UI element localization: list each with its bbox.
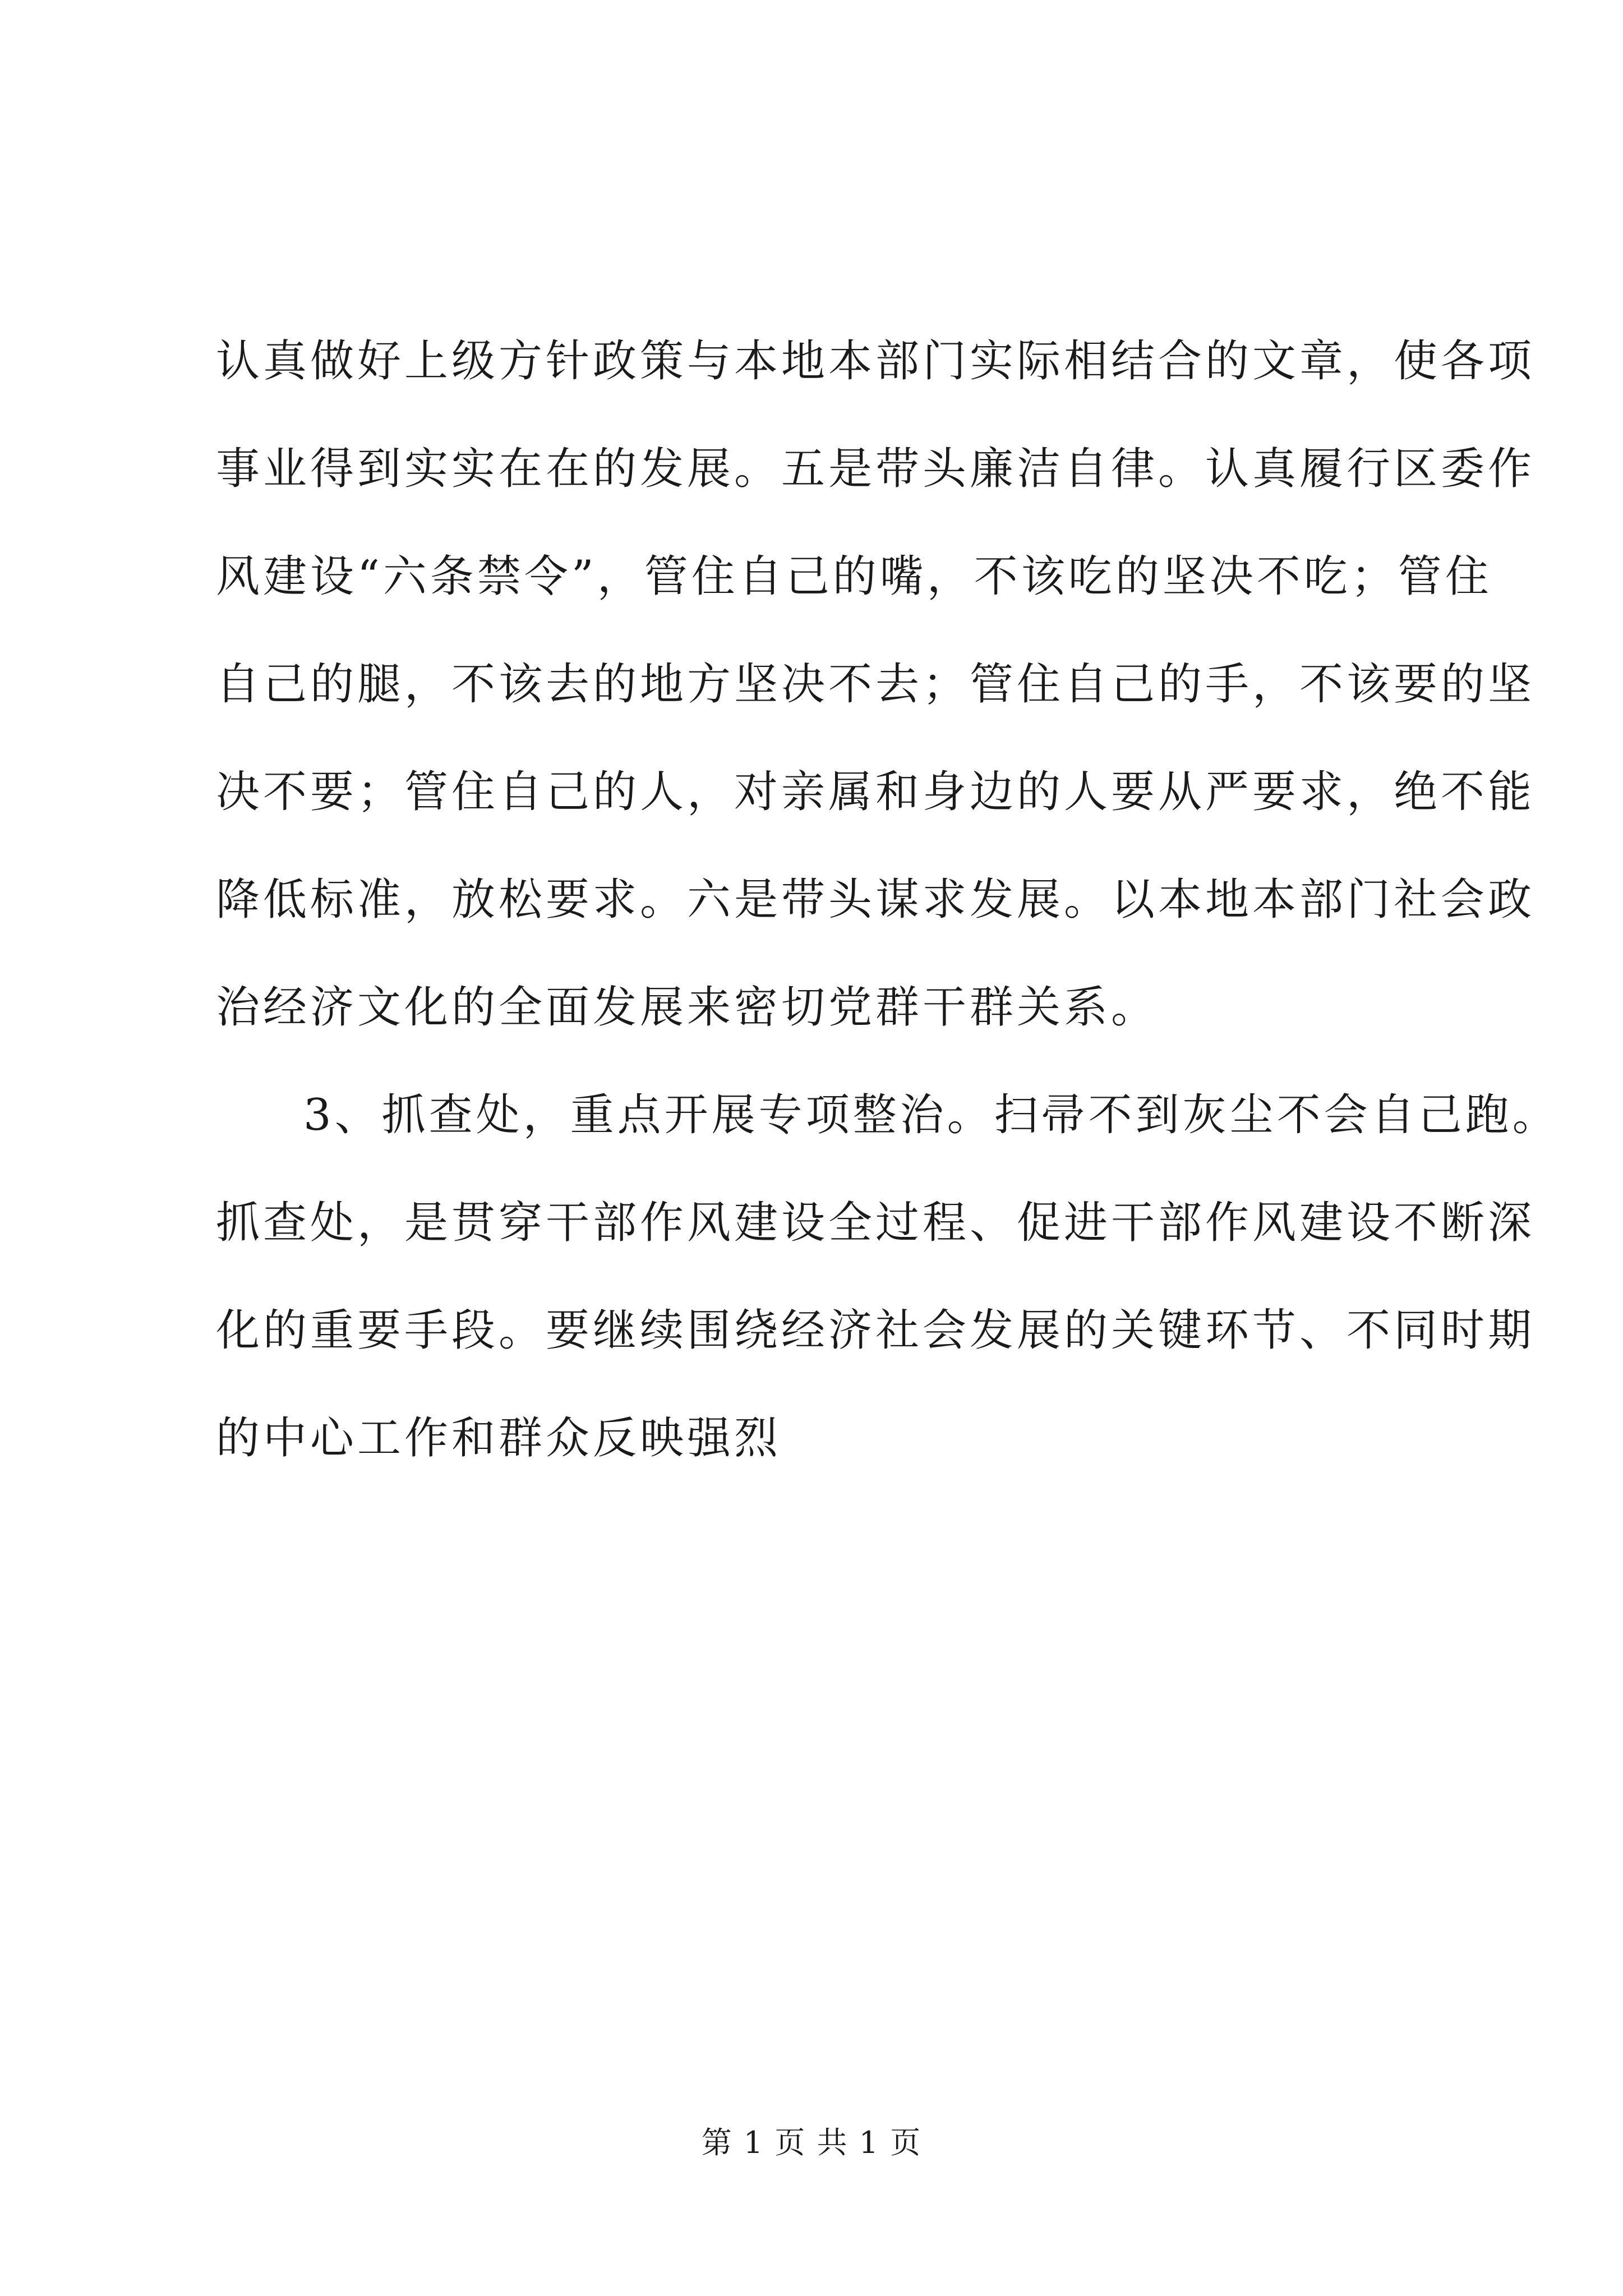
text-line: 化的重要手段。要继续围绕经济社会发展的关键环节、不同时期 <box>216 1305 1536 1356</box>
text-line: 事业得到实实在在的发展。五是带头廉洁自律。认真履行区委作 <box>216 444 1536 494</box>
page-number-footer: 第 1 页 共 1 页 <box>701 2125 922 2160</box>
text-line: 风建设“六条禁令”，管住自己的嘴，不该吃的坚决不吃；管住 <box>216 551 1492 602</box>
paragraph-start-line: 3、抓查处，重点开展专项整治。扫帚不到灰尘不会自己跑。 <box>303 1090 1560 1140</box>
text-line: 自己的腿，不该去的地方坚决不去；管住自己的手，不该要的坚 <box>216 659 1536 710</box>
text-line: 治经济文化的全面发展来密切党群干群关系。 <box>216 982 1159 1033</box>
text-line: 的中心工作和群众反映强烈 <box>216 1413 782 1464</box>
text-line: 抓查处，是贯穿干部作风建设全过程、促进干部作风建设不断深 <box>216 1198 1536 1248</box>
document-body <box>216 307 1560 1492</box>
text-line: 认真做好上级方针政策与本地本部门实际相结合的文章，使各项 <box>216 336 1536 386</box>
text-line: 决不要；管住自己的人，对亲属和身边的人要从严要求，绝不能 <box>216 767 1536 817</box>
text-line: 降低标准，放松要求。六是带头谋求发展。以本地本部门社会政 <box>216 875 1536 925</box>
